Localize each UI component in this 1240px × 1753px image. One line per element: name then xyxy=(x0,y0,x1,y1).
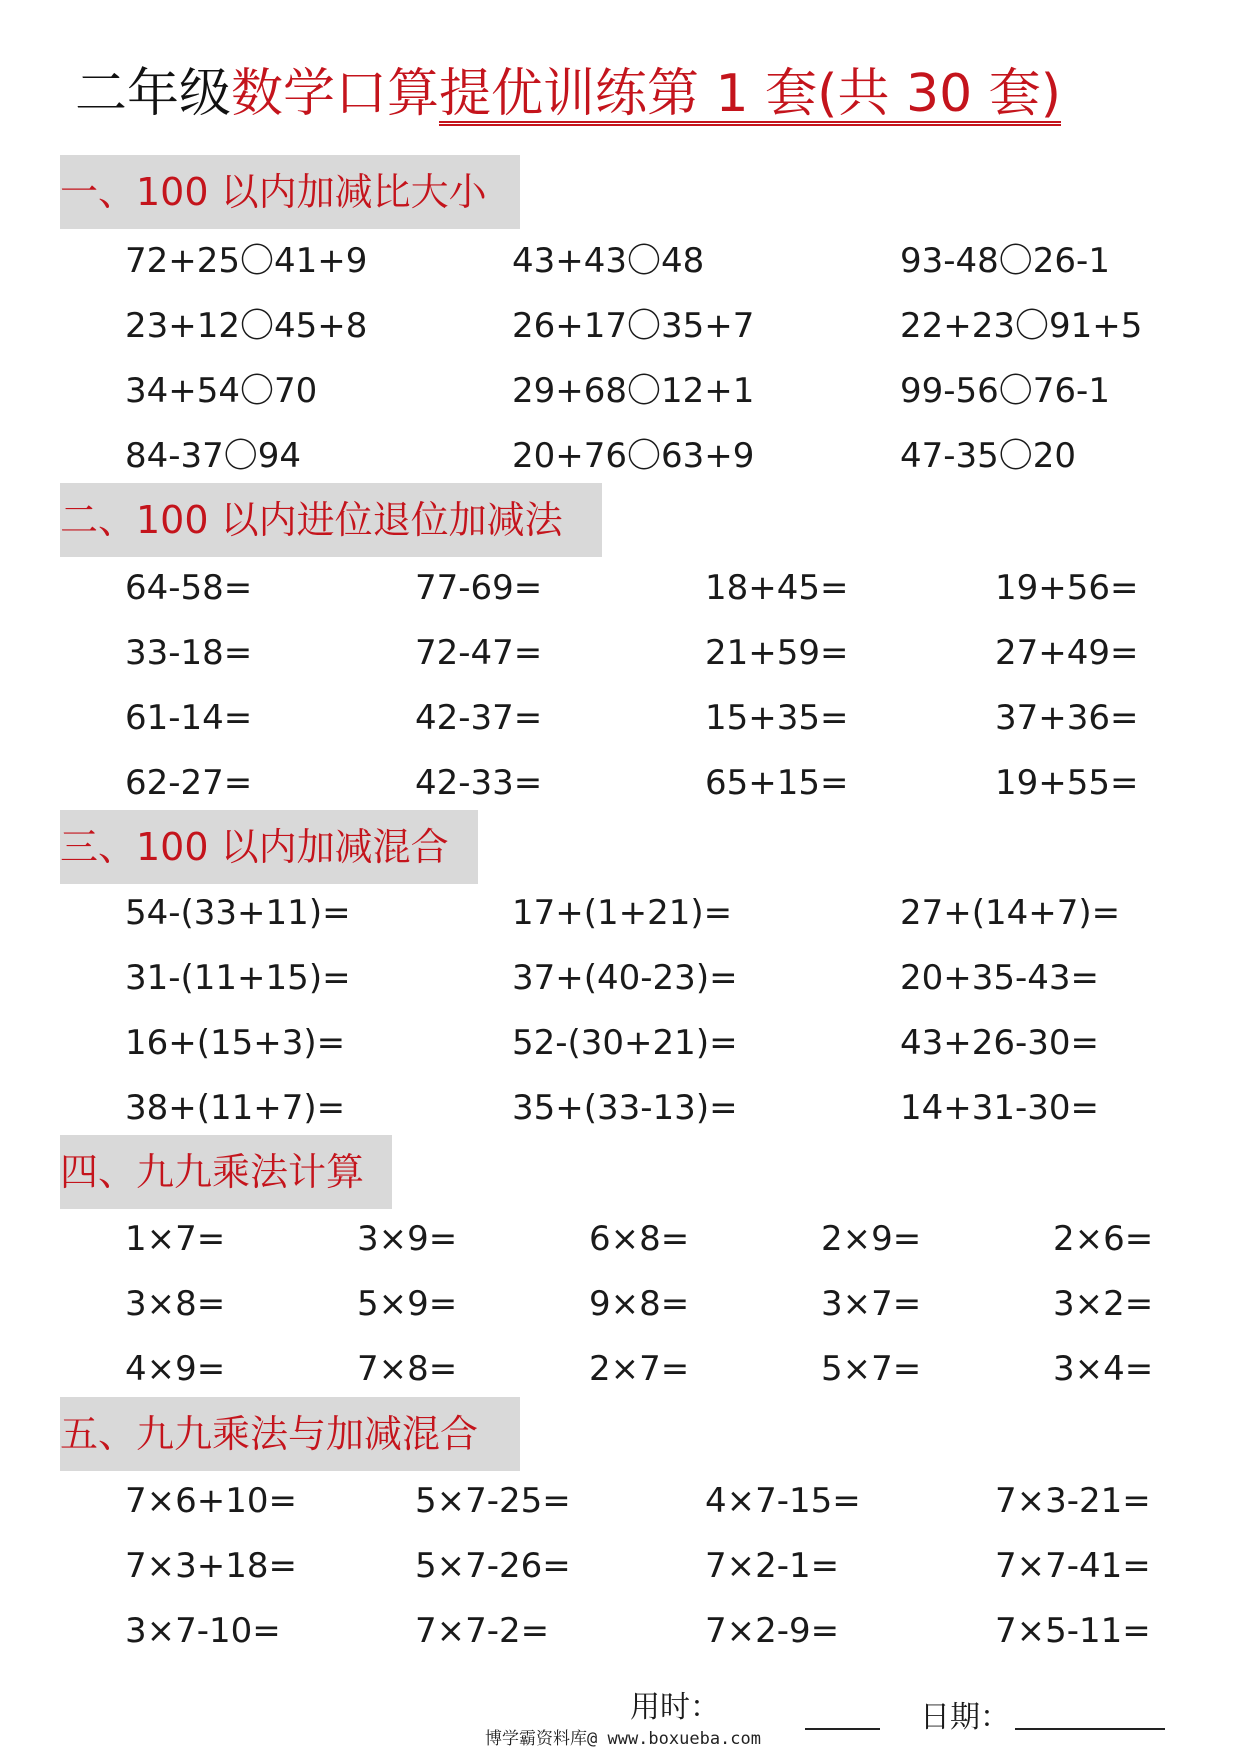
problem: 4×9= xyxy=(125,1349,226,1389)
problem: 62-27= xyxy=(125,763,253,803)
problem: 2×9= xyxy=(821,1219,922,1259)
date-blank[interactable] xyxy=(1015,1728,1165,1730)
problem: 47-35〇20 xyxy=(900,436,1077,476)
problem: 16+(15+3)= xyxy=(125,1023,346,1063)
problem: 72-47= xyxy=(415,633,543,673)
problem: 9×8= xyxy=(589,1284,690,1324)
problem: 93-48〇26-1 xyxy=(900,241,1110,281)
problem: 20+76〇63+9 xyxy=(512,436,755,476)
problem: 7×3+18= xyxy=(125,1546,297,1586)
problem: 31-(11+15)= xyxy=(125,958,351,998)
time-label: 用时： xyxy=(630,1690,720,1725)
problem: 7×2-1= xyxy=(705,1546,840,1586)
problem: 64-58= xyxy=(125,568,253,608)
problem: 43+26-30= xyxy=(900,1023,1100,1063)
problem: 14+31-30= xyxy=(900,1088,1100,1128)
problem: 18+45= xyxy=(705,568,849,608)
problem: 42-37= xyxy=(415,698,543,738)
problem: 19+55= xyxy=(995,763,1139,803)
problem: 7×7-41= xyxy=(995,1546,1151,1586)
time-blank[interactable] xyxy=(805,1728,880,1730)
problem: 19+56= xyxy=(995,568,1139,608)
problem: 99-56〇76-1 xyxy=(900,371,1110,411)
problem: 21+59= xyxy=(705,633,849,673)
problem: 27+(14+7)= xyxy=(900,893,1121,933)
problem: 29+68〇12+1 xyxy=(512,371,755,411)
problem: 7×8= xyxy=(357,1349,458,1389)
problem: 17+(1+21)= xyxy=(512,893,733,933)
problem: 6×8= xyxy=(589,1219,690,1259)
page-title xyxy=(75,64,1061,124)
problem: 2×6= xyxy=(1053,1219,1154,1259)
problem: 33-18= xyxy=(125,633,253,673)
problem: 7×7-2= xyxy=(415,1611,550,1651)
problem: 1×7= xyxy=(125,1219,226,1259)
problem: 72+25〇41+9 xyxy=(125,241,368,281)
problem: 3×8= xyxy=(125,1284,226,1324)
problem: 22+23〇91+5 xyxy=(900,306,1143,346)
problem: 54-(33+11)= xyxy=(125,893,351,933)
problem: 15+35= xyxy=(705,698,849,738)
title-grade: 二年级 xyxy=(75,64,232,124)
section-heading: 五、九九乘法与加减混合 xyxy=(60,1397,520,1471)
problem: 3×4= xyxy=(1053,1349,1154,1389)
problem: 3×9= xyxy=(357,1219,458,1259)
problem: 7×5-11= xyxy=(995,1611,1151,1651)
problem: 23+12〇45+8 xyxy=(125,306,368,346)
problem: 27+49= xyxy=(995,633,1139,673)
problem: 84-37〇94 xyxy=(125,436,302,476)
problem: 5×7-25= xyxy=(415,1481,571,1521)
problem: 42-33= xyxy=(415,763,543,803)
title-subject: 数学口算 xyxy=(231,64,440,124)
problem: 2×7= xyxy=(589,1349,690,1389)
problem: 5×7= xyxy=(821,1349,922,1389)
problem: 77-69= xyxy=(415,568,543,608)
section-heading: 四、九九乘法计算 xyxy=(60,1135,392,1209)
problem: 3×7= xyxy=(821,1284,922,1324)
title-set: 提优训练第 1 套(共 30 套) xyxy=(439,64,1061,124)
problem: 61-14= xyxy=(125,698,253,738)
section-heading: 二、100 以内进位退位加减法 xyxy=(60,483,602,557)
problem: 4×7-15= xyxy=(705,1481,861,1521)
problem: 7×2-9= xyxy=(705,1611,840,1651)
problem: 34+54〇70 xyxy=(125,371,318,411)
section-heading: 一、100 以内加减比大小 xyxy=(60,155,520,229)
problem: 5×7-26= xyxy=(415,1546,571,1586)
footer xyxy=(0,1690,1240,1753)
problem: 38+(11+7)= xyxy=(125,1088,346,1128)
problem: 43+43〇48 xyxy=(512,241,705,281)
problem: 3×7-10= xyxy=(125,1611,281,1651)
problem: 65+15= xyxy=(705,763,849,803)
problem: 20+35-43= xyxy=(900,958,1100,998)
problem: 7×6+10= xyxy=(125,1481,297,1521)
watermark: 博学霸资料库@ www.boxueba.com xyxy=(485,1729,761,1749)
problem: 7×3-21= xyxy=(995,1481,1151,1521)
problem: 35+(33-13)= xyxy=(512,1088,738,1128)
problem: 26+17〇35+7 xyxy=(512,306,755,346)
section-heading: 三、100 以内加减混合 xyxy=(60,810,478,884)
date-label: 日期： xyxy=(920,1700,1010,1735)
problem: 52-(30+21)= xyxy=(512,1023,738,1063)
problem: 3×2= xyxy=(1053,1284,1154,1324)
problem: 5×9= xyxy=(357,1284,458,1324)
problem: 37+(40-23)= xyxy=(512,958,738,998)
problem: 37+36= xyxy=(995,698,1139,738)
